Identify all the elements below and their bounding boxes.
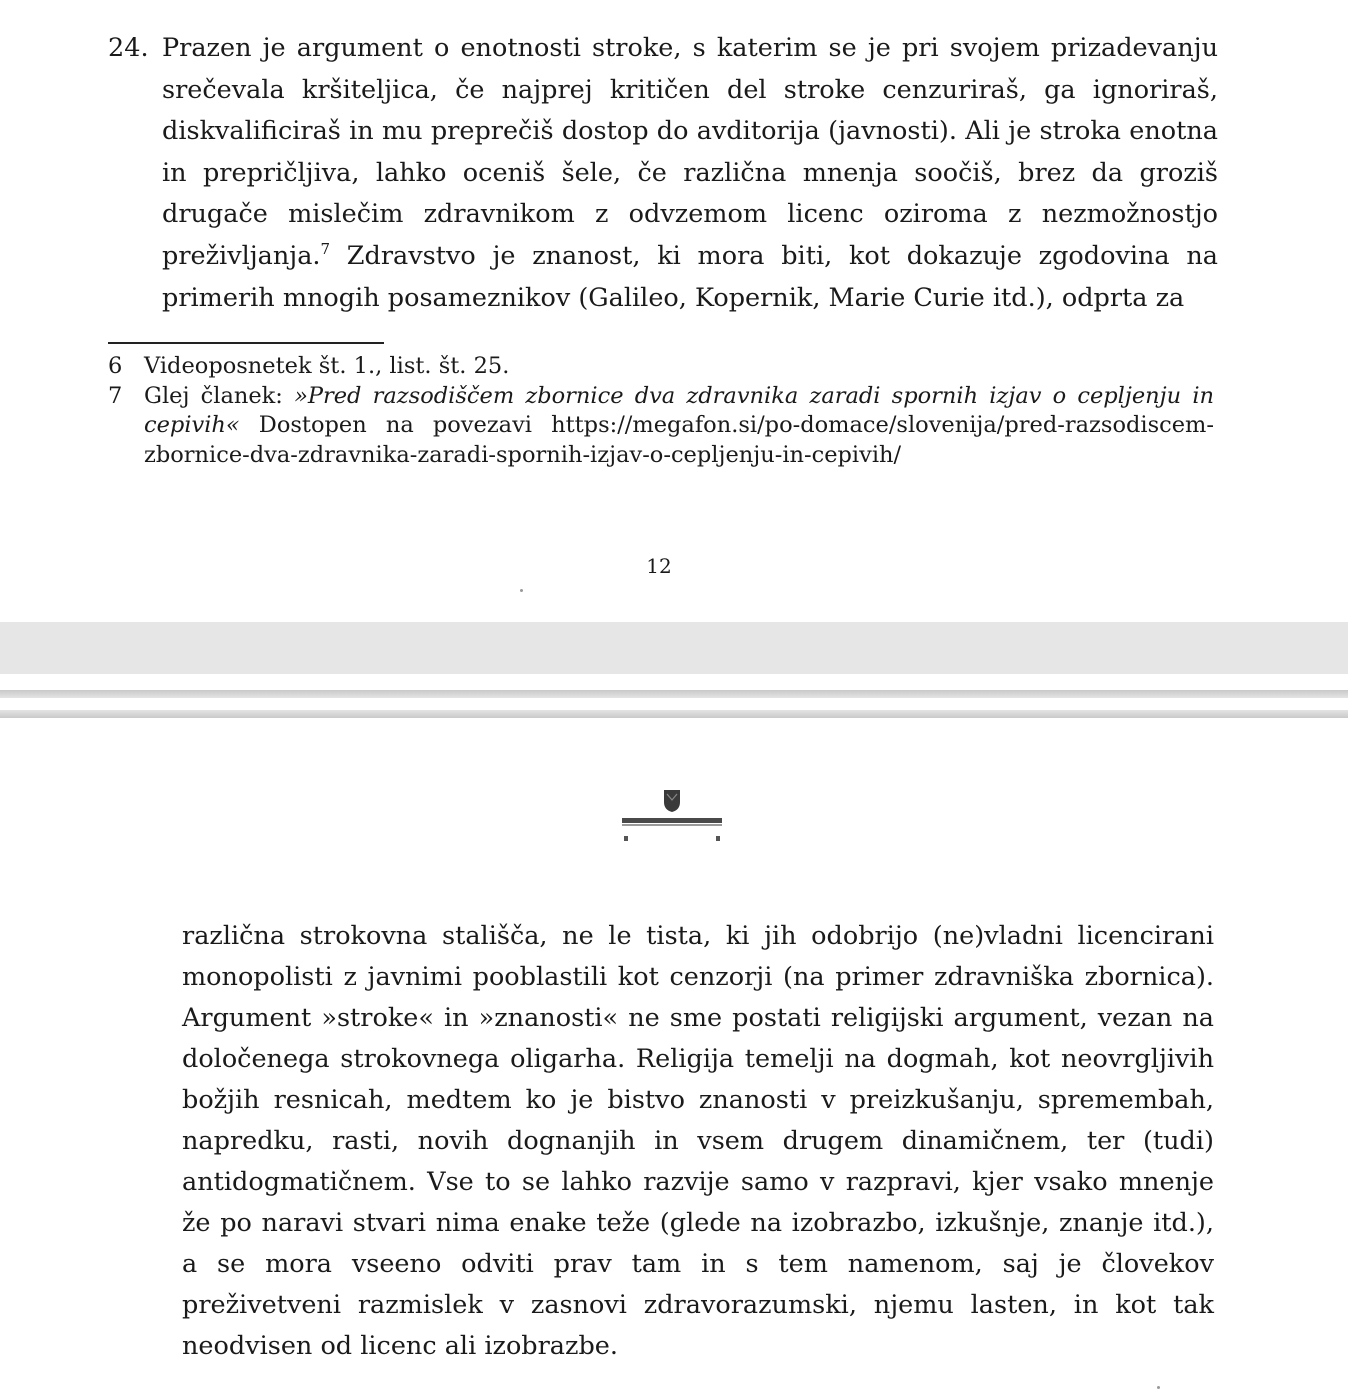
paragraph-text-part1: Prazen je argument o enotnosti stroke, s katerim se je pri svojem prizadevanju srečevala kršiteljica, če najprej kritičen del stroke cenzuriraš, ga ignoriraš, diskvalificiraš in mu preprečiš dostop do avditorija (javnosti). Ali je stroka enotna in prepričljiva, lahko oceniš šele, če različna mnenja soočiš, brez da groziš drugače mislečim zdravnikom z odvzemom licenc oziroma z nezmožnostjo preživljanja. bbox=[162, 33, 1218, 271]
footnotes bbox=[108, 352, 1214, 470]
divider-line bbox=[0, 710, 1348, 718]
document-page-top bbox=[0, 0, 1348, 622]
scan-speck bbox=[1157, 1386, 1160, 1389]
page-gap bbox=[0, 622, 1348, 674]
footnote-separator bbox=[108, 342, 384, 344]
page-divider bbox=[0, 674, 1348, 722]
footnote-7 bbox=[108, 382, 1214, 471]
page-number: 12 bbox=[646, 554, 672, 578]
footnote-link-text[interactable]: Dostopen na povezavi https://megafon.si/po-domace/slovenija/pred-razsodiscem-zbornice-dva-zdravnika-zaradi-spornih-izjav-o-cepljenju-in-cepivih/ bbox=[144, 412, 1214, 468]
footnote-number: 6 bbox=[108, 353, 123, 379]
footnote-lead: Glej članek: bbox=[144, 382, 295, 409]
paragraph-text-part2: Zdravstvo je znanost, ki mora biti, kot dokazuje zgodovina na primerih mnogih posameznikov (Galileo, Kopernik, Marie Curie itd.), odprta za bbox=[162, 240, 1218, 313]
article-title: »Pred razsodiščem zbornice dva zdravnika zaradi spornih izjav o cepljenju in cepivih« bbox=[144, 382, 1215, 438]
paragraph-24 bbox=[108, 28, 1218, 319]
divider-line bbox=[0, 690, 1348, 698]
paragraph-text bbox=[162, 28, 1218, 319]
footnote-6 bbox=[108, 352, 1214, 382]
continued-paragraph: različna strokovna stališča, ne le tista, ki jih odobrijo (ne)vladni licencirani monopolisti z javnimi pooblastili kot cenzorji (na primer zdravniška zbornica). Argument »stroke« in »znanosti« ne sme postati religijski argument, vezan na določenega strokovnega oligarha. Religija temelji na dogmah, kot neovrgljivih božjih resnicah, medtem ko je bistvo znanosti v preizkušanju, spremembah, napredku, rasti, novih dognanjih in vsem drugem dinamičnem, ter (tudi) antidogmatičnem. Vse to se lahko razvije samo v razpravi, kjer vsako mnenje že po naravi stvari nima enake teže (glede na izobrazbo, izkušnje, znanje itd.), a se mora vseeno odviti prav tam in s tem namenom, saj je človekov preživetveni razmislek v zasnovi zdravorazumski, njemu lasten, in kot tak neodvisen od licenc ali izobrazbe. bbox=[182, 921, 1214, 1361]
paragraph-number: 24. bbox=[108, 33, 149, 63]
scan-speck bbox=[520, 589, 523, 592]
footnote-reference-7[interactable]: 7 bbox=[320, 239, 331, 258]
coat-of-arms-emblem-icon bbox=[618, 788, 726, 852]
footnote-text: Videoposnetek št. 1., list. št. 25. bbox=[144, 353, 510, 379]
document-page-bottom bbox=[0, 722, 1348, 1394]
footnote-number: 7 bbox=[108, 382, 123, 409]
